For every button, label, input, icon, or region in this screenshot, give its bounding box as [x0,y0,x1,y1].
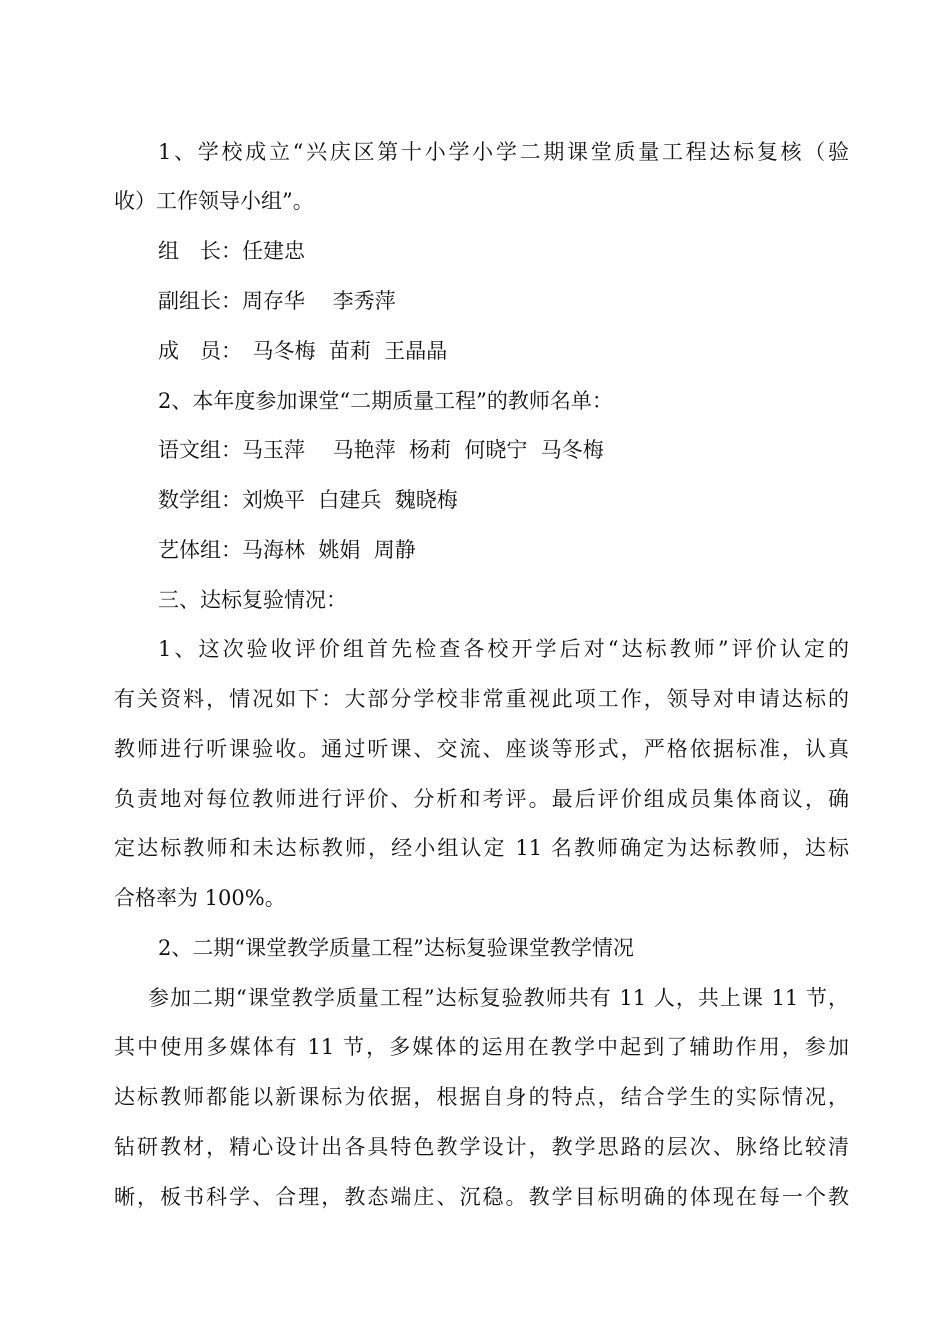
math-group-line: 数学组：刘焕平 白建兵 魏晓梅 [158,488,458,512]
para-2-heading: 2、二期“课堂教学质量工程”达标复验课堂教学情况 [158,936,634,960]
section-3-heading: 三、达标复验情况： [158,588,347,612]
para-2-line-1: 参加二期“课堂教学质量工程”达标复验教师共有 11 人，共上课 11 节， [148,986,849,1010]
para-2-line-2: 其中使用多媒体有 11 节，多媒体的运用在教学中起到了辅助作用，参加 [114,1035,849,1059]
para-2-line-3: 达标教师都能以新课标为依据，根据自身的特点，结合学生的实际情况， [114,1085,849,1109]
para-1-line-5: 定达标教师和未达标教师，经小组认定 11 名教师确定为达标教师，达标 [114,836,849,860]
para-1-line-4: 负责地对每位教师进行评价、分析和考评。最后评价组成员集体商议，确 [114,787,849,811]
para-1-line-1: 1、这次验收评价组首先检查各校开学后对“达标教师”评价认定的 [158,637,849,661]
arts-group-line: 艺体组：马海林 姚娟 周静 [158,538,416,562]
section-2-heading: 2、本年度参加课堂“二期质量工程”的教师名单： [158,389,613,413]
para-2-line-5: 晰，板书科学、合理，教态端庄、沉稳。教学目标明确的体现在每一个教 [114,1185,849,1209]
para-1-line-3: 教师进行听课验收。通过听课、交流、座谈等形式，严格依据标准，认真 [114,737,849,761]
section-1-line-2: 收）工作领导小组”。 [114,189,314,213]
members-line: 成 员： 马冬梅 苗莉 王晶晶 [158,339,448,363]
chinese-group-line: 语文组：马玉萍 马艳萍 杨莉 何晓宁 马冬梅 [158,438,604,462]
para-2-line-4: 钻研教材，精心设计出各具特色教学设计，教学思路的层次、脉络比较清 [114,1135,849,1159]
deputy-leader-line: 副组长：周存华 李秀萍 [158,289,396,313]
section-1-line-1: 1、学校成立“兴庆区第十小学小学二期课堂质量工程达标复核（验 [158,140,849,164]
para-1-line-2: 有关资料，情况如下：大部分学校非常重视此项工作，领导对申请达标的 [114,687,849,711]
leader-line: 组 长：任建忠 [158,239,305,263]
para-1-line-6: 合格率为 100%。 [114,886,286,910]
